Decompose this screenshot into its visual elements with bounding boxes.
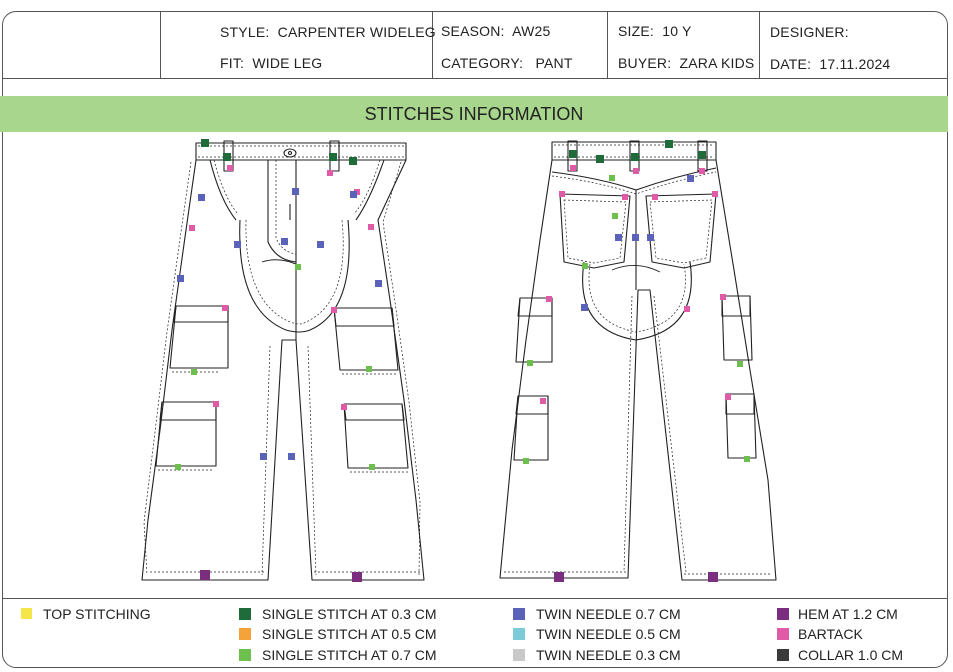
marker-single-03 [596, 155, 604, 163]
swatch-twin-03 [513, 649, 525, 661]
style-label: STYLE: [220, 24, 270, 40]
marker-single-03 [329, 153, 337, 161]
marker-single-03 [223, 153, 231, 161]
marker-bartack [652, 194, 658, 200]
marker-single-07 [366, 366, 372, 372]
marker-twin-07 [177, 275, 184, 282]
buyer-value: ZARA KIDS [679, 55, 755, 71]
stitch-markers [175, 139, 750, 582]
marker-bartack [368, 224, 374, 230]
marker-bartack [633, 168, 639, 174]
marker-hem [352, 572, 362, 582]
legend-label: SINGLE STITCH AT 0.7 CM [262, 647, 437, 663]
marker-bartack [222, 305, 228, 311]
marker-bartack [327, 170, 333, 176]
marker-twin-07 [647, 234, 654, 241]
legend-label: TWIN NEEDLE 0.3 CM [536, 647, 681, 663]
marker-bartack [189, 225, 195, 231]
marker-bartack [331, 307, 337, 313]
legend-label: SINGLE STITCH AT 0.3 CM [262, 606, 437, 622]
swatch-twin-05 [513, 628, 525, 640]
marker-twin-07 [292, 188, 299, 195]
marker-bartack [213, 401, 219, 407]
marker-bartack [720, 294, 726, 300]
marker-twin-07 [234, 241, 241, 248]
marker-single-07 [191, 369, 197, 375]
marker-single-07 [609, 175, 615, 181]
swatch-single-05 [239, 628, 251, 640]
marker-bartack [684, 306, 690, 312]
marker-twin-07 [632, 234, 639, 241]
marker-single-07 [737, 361, 743, 367]
marker-single-07 [175, 464, 181, 470]
marker-bartack [699, 168, 705, 174]
marker-bartack [341, 404, 347, 410]
marker-twin-07 [581, 304, 588, 311]
date-value: 17.11.2024 [819, 56, 891, 72]
style-value: CARPENTER WIDELEG [277, 24, 436, 40]
marker-single-03 [631, 153, 639, 161]
swatch-hem [777, 608, 789, 620]
marker-single-03 [665, 140, 673, 148]
marker-bartack [622, 194, 628, 200]
marker-twin-07 [317, 241, 324, 248]
marker-bartack [570, 165, 576, 171]
category-label: CATEGORY: [441, 55, 524, 71]
marker-twin-07 [281, 238, 288, 245]
marker-twin-07 [350, 191, 357, 198]
fit-value: WIDE LEG [252, 55, 323, 71]
marker-hem [200, 570, 210, 580]
section-title: STITCHES INFORMATION [364, 104, 584, 124]
marker-hem [708, 572, 718, 582]
swatch-single-07 [239, 649, 251, 661]
marker-twin-07 [288, 453, 295, 460]
swatch-single-03 [239, 608, 251, 620]
marker-bartack [559, 191, 565, 197]
legend-label: COLLAR 1.0 CM [798, 647, 904, 663]
legend-label: TOP STITCHING [43, 606, 151, 622]
date-label: DATE: [770, 56, 812, 72]
marker-single-03 [569, 150, 577, 158]
legend-label: BARTACK [798, 626, 863, 642]
marker-twin-07 [615, 234, 622, 241]
legend-label: TWIN NEEDLE 0.7 CM [536, 606, 681, 622]
season-value: AW25 [512, 23, 551, 39]
designer-label: DESIGNER: [770, 24, 849, 40]
marker-bartack [725, 394, 731, 400]
front-view-pants [142, 141, 424, 580]
fit-label: FIT: [220, 55, 245, 71]
marker-bartack [546, 296, 552, 302]
marker-twin-07 [198, 194, 205, 201]
marker-hem [554, 572, 564, 582]
buyer-label: BUYER: [618, 55, 672, 71]
marker-single-07 [612, 213, 618, 219]
marker-single-03 [698, 151, 706, 159]
marker-single-07 [582, 263, 588, 269]
size-label: SIZE: [618, 23, 655, 39]
marker-twin-07 [687, 175, 694, 182]
marker-bartack [712, 191, 718, 197]
swatch-twin-07 [513, 608, 525, 620]
category-value: PANT [535, 55, 573, 71]
swatch-bartack [777, 628, 789, 640]
size-value: 10 Y [662, 23, 692, 39]
marker-single-03 [349, 157, 357, 165]
marker-single-07 [527, 360, 533, 366]
season-label: SEASON: [441, 23, 505, 39]
legend-label: SINGLE STITCH AT 0.5 CM [262, 626, 437, 642]
marker-twin-07 [375, 280, 382, 287]
marker-single-07 [369, 464, 375, 470]
marker-single-07 [744, 456, 750, 462]
swatch-collar [777, 649, 789, 661]
marker-single-07 [523, 458, 529, 464]
back-view-pants [500, 141, 776, 580]
legend-label: HEM AT 1.2 CM [798, 606, 898, 622]
marker-twin-07 [260, 453, 267, 460]
marker-single-03 [201, 139, 209, 147]
swatch-top-stitching [21, 608, 32, 619]
marker-single-07 [295, 264, 301, 270]
marker-bartack [227, 165, 233, 171]
marker-bartack [540, 398, 546, 404]
legend-label: TWIN NEEDLE 0.5 CM [536, 626, 681, 642]
